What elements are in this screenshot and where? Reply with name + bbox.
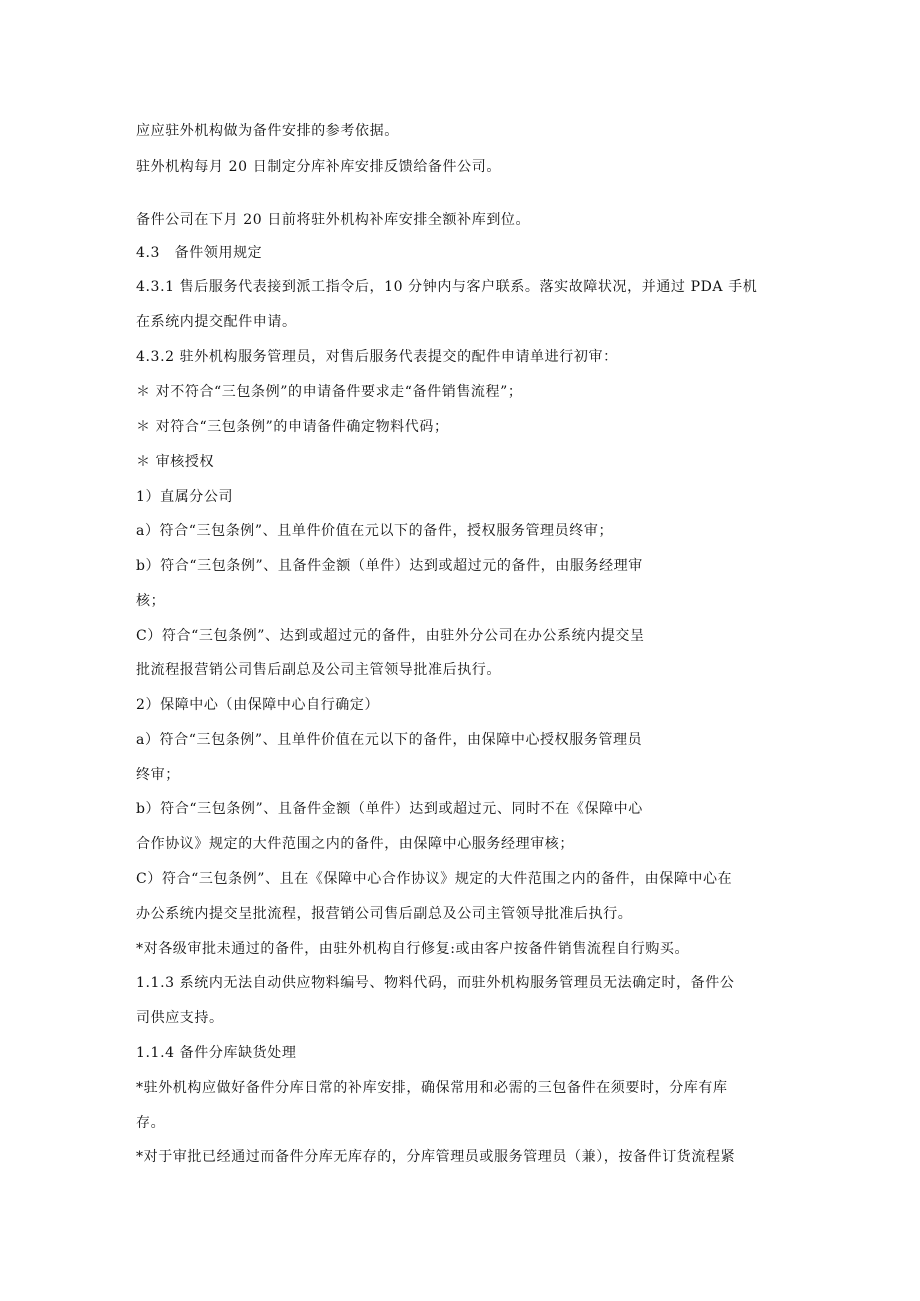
list-item-line: b）符合“三包条例”、且备件金额（单件）达到或超过元、同时不在《保障中心 — [136, 801, 643, 817]
section-heading: 1.1.4 备件分库缺货处理 — [136, 1045, 297, 1061]
list-item-line: 办公系统内提交呈批流程，报营销公司售后副总及公司主管领导批准后执行。 — [136, 906, 633, 922]
list-item-line: 合作协议》规定的大件范围之内的备件，由保障中心服务经理审核； — [136, 836, 574, 852]
subheading-line: 2）保障中心（由保障中心自行确定） — [136, 697, 380, 713]
list-item-line: a）符合“三包条例”、且单件价值在元以下的备件，由保障中心授权服务管理员 — [136, 732, 643, 748]
paragraph-line: 应应驻外机构做为备件安排的参考依据。 — [136, 123, 399, 139]
list-item-line: C）符合“三包条例”、达到或超过元的备件，由驻外分公司在办公系统内提交呈 — [136, 628, 645, 644]
paragraph-line: 4.3.1 售后服务代表接到派工指令后，10 分钟内与客户联系。落实故障状况，并通过 PDA 手机 — [136, 279, 758, 295]
paragraph-line: 备件公司在下月 20 日前将驻外机构补库安排全额补库到位。 — [136, 212, 531, 228]
paragraph-line: 在系统内提交配件申请。 — [136, 314, 297, 330]
paragraph-line: 司供应支持。 — [136, 1010, 224, 1026]
note-line: *对各级审批未通过的备件，由驻外机构自行修复:或由客户按备件销售流程自行购买。 — [136, 941, 690, 957]
list-item-line: 终审； — [136, 767, 180, 783]
bullet-line: ＊ 审核授权 — [136, 454, 215, 470]
list-item-line: 批流程报营销公司售后副总及公司主管领导批准后执行。 — [136, 662, 501, 678]
subheading-line: 1）直属分公司 — [136, 489, 234, 505]
bullet-line: ＊ 对符合“三包条例”的申请备件确定物料代码； — [136, 419, 449, 435]
list-item-line: b）符合“三包条例”、且备件金额（单件）达到或超过元的备件，由服务经理审 — [136, 558, 643, 574]
paragraph-line: 4.3.2 驻外机构服务管理员，对售后服务代表提交的配件申请单进行初审： — [136, 349, 618, 365]
note-line: *驻外机构应做好备件分库日常的补库安排，确保常用和必需的三包备件在须要时，分库有库 — [136, 1080, 728, 1096]
list-item-line: C）符合“三包条例”、且在《保障中心合作协议》规定的大件范围之内的备件，由保障中心在 — [136, 871, 733, 887]
note-line: 存。 — [136, 1115, 166, 1131]
list-item-line: a）符合“三包条例”、且单件价值在元以下的备件，授权服务管理员终审； — [136, 523, 614, 539]
paragraph-line: 1.1.3 系统内无法自动供应物料编号、物料代码，而驻外机构服务管理员无法确定时，备件公 — [136, 975, 735, 991]
paragraph-line: 驻外机构每月 20 日制定分库补库安排反馈给备件公司。 — [136, 159, 501, 175]
section-heading: 4.3 备件领用规定 — [136, 245, 263, 261]
bullet-line: ＊ 对不符合“三包条例”的申请备件要求走“备件销售流程”； — [136, 384, 523, 400]
list-item-line: 核； — [136, 593, 166, 609]
note-line: *对于审批已经通过而备件分库无库存的，分库管理员或服务管理员（兼），按备件订货流程紧 — [136, 1149, 736, 1165]
